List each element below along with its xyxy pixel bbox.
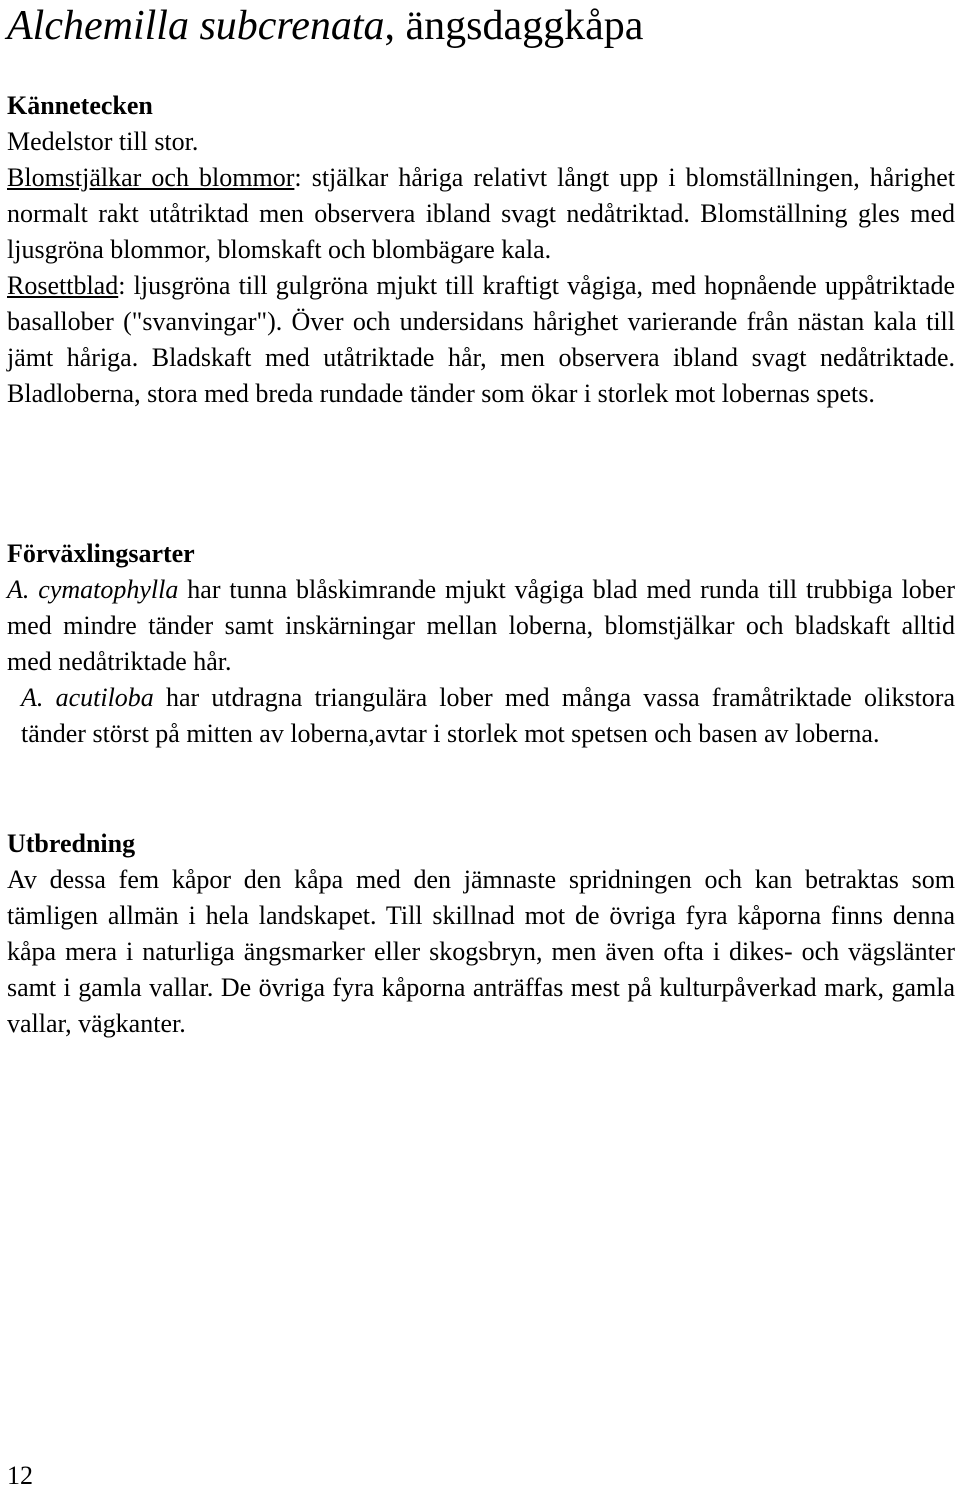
species2-text: har utdragna triangulära lober med många vassa framåtriktade olikstora tänder störst på mitten av loberna,avtar i storlek mot spetsen och basen av loberna. bbox=[21, 683, 956, 748]
species1-epithet: cymatophylla bbox=[38, 575, 179, 604]
stems-paragraph bbox=[7, 160, 955, 268]
size-text: Medelstor till stor. bbox=[7, 127, 199, 156]
rosette-label: Rosettblad bbox=[7, 271, 119, 300]
species1-paragraph bbox=[7, 572, 955, 680]
heading-forvaxlingsarter: Förväxlingsarter bbox=[7, 539, 195, 568]
section-forvaxlingsarter bbox=[7, 536, 955, 752]
title-common-name: ängsdaggkåpa bbox=[405, 3, 644, 49]
title-separator: , bbox=[384, 3, 406, 49]
utbredning-text: Av dessa fem kåpor den kåpa med den jämnaste spridningen och kan betraktas som tämligen allmän i hela landskapet. Till skillnad mot de övriga fyra kåporna finns denna kåpa mera i naturliga ängsmarker eller skogsbryn, men även ofta i dikes- och vägslänter samt i gamla vallar. De övriga fyra kåporna anträffas mest på kulturpåverkad mark, gamla vallar, vägkanter. bbox=[7, 865, 955, 1038]
species1-genus: A. bbox=[7, 575, 30, 604]
title-species: Alchemilla subcrenata bbox=[7, 3, 385, 49]
species2-genus: A. bbox=[21, 683, 44, 712]
species2-epithet: acutiloba bbox=[55, 683, 154, 712]
rosette-text: : ljusgröna till gulgröna mjukt till kraftigt vågiga, med hopnående uppåtriktade basallober ("svanvingar"). Över och undersidans hårighet varierande från nästan kala till jämt håriga. Bladskaft med utåtriktade hår, men observera ibland svagt nedåtriktade. Bladloberna, stora med breda rundade tänder som ökar i storlek mot lobernas spets. bbox=[7, 271, 955, 408]
section-kannetecken bbox=[7, 88, 955, 412]
species2-paragraph bbox=[7, 680, 955, 752]
stems-text: : stjälkar håriga relativt långt upp i blomställningen, hårighet normalt rakt utåtriktad men observera ibland svagt nedåtriktad. Blomställning gles med ljusgröna blommor, blomskaft och blombägare kala. bbox=[7, 163, 955, 264]
stems-label: Blomstjälkar och blommor bbox=[7, 163, 295, 192]
page-number: 12 bbox=[7, 1461, 33, 1490]
rosette-paragraph bbox=[7, 268, 955, 412]
section-utbredning bbox=[7, 826, 955, 1042]
heading-kannetecken: Kännetecken bbox=[7, 91, 153, 120]
species1-text: har tunna blåskimrande mjukt vågiga blad med runda till trubbiga lober med mindre tänder samt inskärningar mellan loberna, blomstjälkar och bladskaft alltid med nedåtriktade hår. bbox=[7, 575, 955, 676]
page-title bbox=[7, 2, 643, 50]
heading-utbredning: Utbredning bbox=[7, 829, 136, 858]
